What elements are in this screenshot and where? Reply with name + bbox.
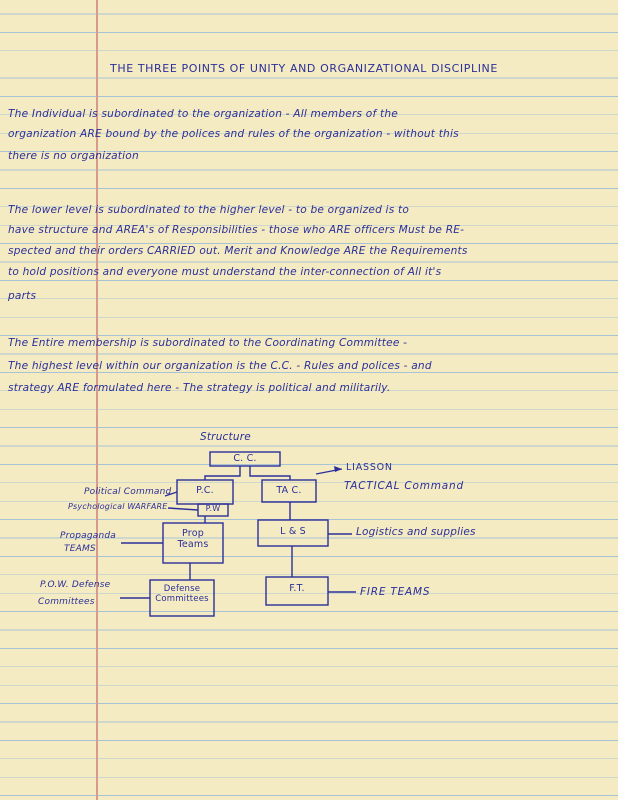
page-title: THE THREE POINTS OF UNITY AND ORGANIZATIONAL DISCIPLINE	[110, 62, 498, 75]
liasson-label: LIASSON	[346, 462, 393, 473]
connector-cc-tac	[250, 466, 290, 480]
paragraph-3-line-1: The Entire membership is subordinated to the Coordinating Committee -	[8, 337, 408, 349]
defense-box-label: Defense Committees	[155, 584, 209, 604]
paragraph-1-line-3: there is no organization	[8, 150, 139, 162]
propaganda-label-line-1: Propaganda	[60, 531, 117, 541]
paragraph-3-line-3: strategy ARE formulated here - The strategy is political and militarily.	[8, 382, 391, 394]
prop-box-label: Prop Teams	[177, 528, 209, 550]
pow-defense-label-line-2: Committees	[38, 597, 95, 607]
connector-psych	[168, 508, 198, 510]
paragraph-2-line-3: spected and their orders CARRIED out. Merit and Knowledge ARE the Requirements	[8, 245, 468, 257]
paragraph-2-line-1: The lower level is subordinated to the higher level - to be organized is to	[8, 204, 410, 216]
paragraph-3-line-2: The highest level within our organization is the C.C. - Rules and polices - and	[8, 360, 432, 372]
pc-box-label: P.C.	[196, 485, 214, 496]
pow-defense-label-line-1: P.O.W. Defense	[40, 580, 111, 590]
cc-box-label: C. C.	[233, 453, 257, 464]
ls-box-label: L & S	[280, 526, 306, 537]
propaganda-label-line-2: TEAMS	[64, 544, 96, 554]
ft-box-label: F.T.	[289, 583, 305, 594]
logistics-label: Logistics and supplies	[356, 526, 476, 538]
tac-box-label: TA C.	[276, 485, 302, 496]
arrow-icon	[334, 466, 342, 472]
fire-teams-label: FIRE TEAMS	[360, 586, 431, 598]
paragraph-1-line-1: The Individual is subordinated to the organization - All members of the	[8, 108, 398, 120]
paragraph-2-line-2: have structure and AREA's of Responsibilities - those who ARE officers Must be RE-	[8, 224, 465, 236]
tactical-command-label: TACTICAL Command	[344, 480, 464, 492]
psychological-warfare-label: Psychological WARFARE	[68, 502, 168, 511]
pw-box-label: P.W	[205, 504, 221, 513]
political-command-label: Political Command	[84, 487, 172, 497]
structure-heading: Structure	[200, 431, 251, 443]
paragraph-1-line-2: organization ARE bound by the polices and rules of the organization - without this	[8, 128, 459, 140]
paragraph-2-line-4: to hold positions and everyone must understand the inter-connection of All it's	[8, 266, 442, 278]
connector-cc-pc	[205, 466, 240, 480]
paragraph-2-line-5: parts	[8, 290, 37, 302]
